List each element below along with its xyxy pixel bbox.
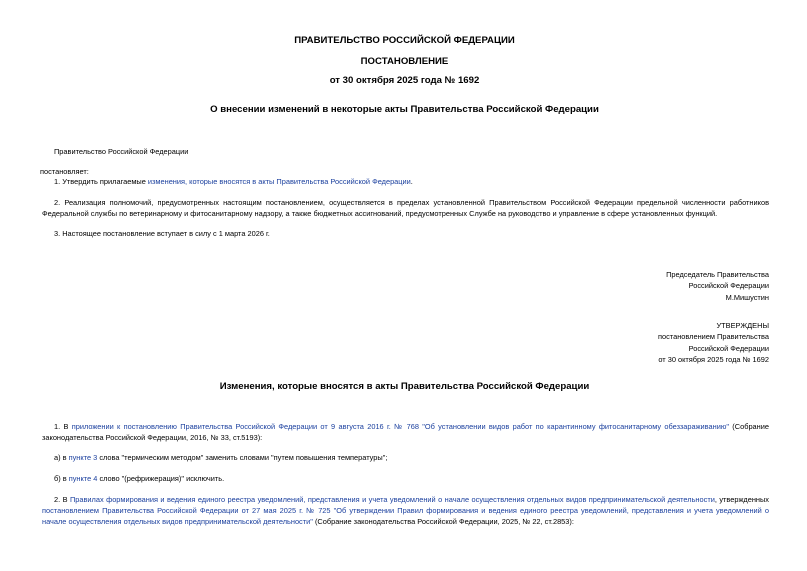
preamble-decides: постановляет:	[40, 167, 89, 176]
preamble-subject: Правительство Российской Федерации	[54, 147, 189, 156]
item-3: 3. Настоящее постановление вступает в силу с 1 марта 2026 г.	[54, 229, 270, 238]
changes-title: Изменения, которые вносятся в акты Правительства Российской Федерации	[219, 381, 590, 392]
change-2-decree-link[interactable]: постановлением Правительства Российской Федерации от 27 мая 2025 г. № 725 "Об утверждении Правил формирования и ведения единого реестра уведомлений, представления и учета уведомлений о начале осуществления отдельных видов предпринимательской деятельности"	[42, 506, 769, 526]
change-2-prefix: 2. В	[54, 495, 70, 504]
change-2-mid: , утвержденных	[714, 495, 769, 504]
subitem-a-link[interactable]: пункте 3	[68, 453, 98, 462]
change-1-suffix: (Собрание законодательства Российской Федерации, 2016, № 33, ст.5193):	[42, 422, 769, 442]
signature-block	[666, 269, 769, 303]
change-1-prefix: 1. В	[54, 422, 72, 431]
change-1-link[interactable]: приложении к постановлению Правительства Российской Федерации от 9 августа 2016 г. № 768 "Об установлении видов работ по карантинному фитосанитарному обеззараживанию"	[71, 422, 729, 431]
document-title: О внесении изменений в некоторые акты Правительства Российской Федерации	[210, 104, 599, 115]
document-date-number: от 30 октября 2025 года № 1692	[329, 75, 480, 86]
signature-line-country: Российской Федерации	[688, 281, 769, 291]
change-1	[42, 421, 769, 443]
government-heading: ПРАВИТЕЛЬСТВО РОССИЙСКОЙ ФЕДЕРАЦИИ	[294, 35, 515, 46]
approval-line-decree: постановлением Правительства	[658, 332, 769, 342]
item-1-prefix: 1. Утвердить прилагаемые	[54, 177, 148, 186]
subitem-b-suffix: слово "(рефрижерация)" исключить.	[97, 474, 225, 483]
item-1-link[interactable]: изменения, которые вносятся в акты Правительства Российской Федерации	[147, 177, 411, 186]
approval-line-date: от 30 октября 2025 года № 1692	[658, 354, 769, 364]
change-2-suffix: (Собрание законодательства Российской Федерации, 2025, № 22, ст.2853):	[312, 517, 574, 526]
subitem-b-prefix: б) в	[54, 474, 69, 483]
signature-line-position: Председатель Правительства	[666, 270, 769, 279]
approval-stamp	[658, 320, 769, 365]
item-2: 2. Реализация полномочий, предусмотренных настоящим постановлением, осуществляется в пределах установленной Правительством Российской Федерации предельной численности работников Федеральной службы по ветеринарному и фитосанитарному надзору, а также бюджетных ассигнований, предусмотренных Службе на руководство и управление в сфере установленных функций.	[42, 198, 769, 218]
change-1-subitem-a	[54, 452, 387, 463]
document-type-heading: ПОСТАНОВЛЕНИЕ	[360, 56, 449, 67]
change-2	[42, 494, 769, 527]
item-1-suffix: .	[410, 177, 413, 186]
change-1-subitem-b	[54, 473, 224, 484]
signature-line-name: М.Мишустин	[725, 292, 769, 302]
subitem-a-prefix: а) в	[54, 453, 69, 462]
approval-line-country: Российской Федерации	[688, 343, 769, 353]
subitem-a-suffix: слова "термическим методом" заменить словами "путем повышения температуры";	[97, 453, 388, 462]
item-1	[54, 176, 413, 187]
approval-line-approved: УТВЕРЖДЕНЫ	[716, 321, 769, 330]
change-2-rules-link[interactable]: Правилах формирования и ведения единого реестра уведомлений, представления и учета уведомлений о начале осуществления отдельных видов предпринимательской деятельности	[69, 495, 715, 504]
subitem-b-link[interactable]: пункте 4	[68, 474, 98, 483]
